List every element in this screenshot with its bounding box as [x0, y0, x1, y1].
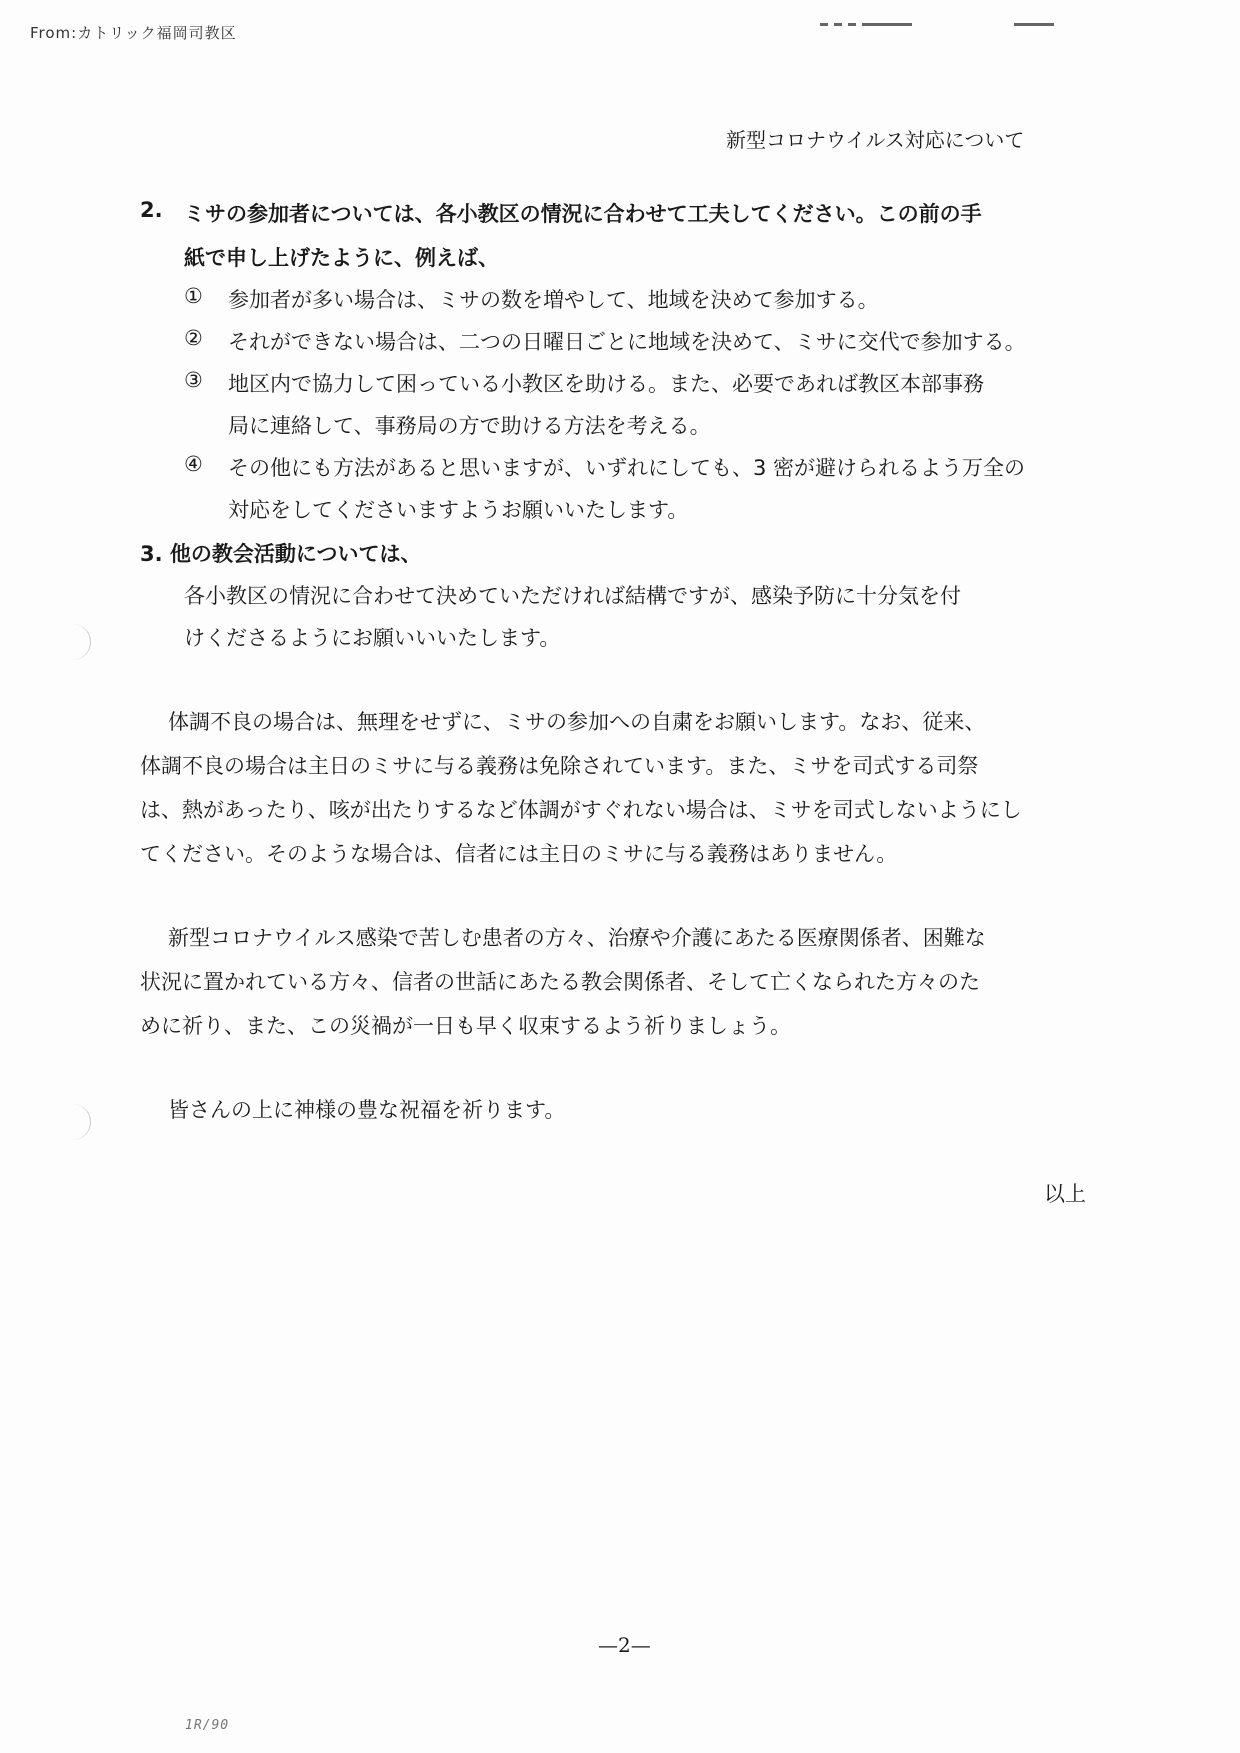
- closing-text: 以上: [1044, 1182, 1086, 1206]
- item-3-line-2: 局に連絡して、事務局の方で助ける方法を考える。: [228, 414, 711, 438]
- paragraph-2-line-1: 新型コロナウイルス感染で苦しむ患者の方々、治療や介護にあたる医療関係者、困難な: [168, 926, 986, 950]
- paragraph-3: 皆さんの上に神様の豊な祝福を祈ります。: [168, 1098, 566, 1122]
- fax-transmission-marks: [820, 20, 1120, 30]
- paragraph-1-line-4: てください。そのような場合は、信者には主日のミサに与る義務はありません。: [140, 842, 898, 866]
- paragraph-1-line-2: 体調不良の場合は主日のミサに与る義務は免除されています。また、ミサを司式する司祭: [140, 754, 979, 778]
- page-number: —2—: [598, 1633, 651, 1657]
- item-2-marker: ②: [184, 326, 203, 350]
- item-1-line-1: 参加者が多い場合は、ミサの数を増やして、地域を決めて参加する。: [228, 288, 879, 312]
- section-2-number: 2.: [140, 198, 163, 222]
- punch-hole-upper: [70, 624, 91, 660]
- section-3-line-1: 各小教区の情況に合わせて決めていただければ結構ですが、感染予防に十分気を付: [184, 584, 961, 608]
- paragraph-2-line-2: 状況に置かれている方々、信者の世話にあたる教会関係者、そして亡くなられた方々のた: [140, 970, 980, 994]
- fax-sender-header: From:カトリック福岡司教区: [30, 24, 237, 42]
- paragraph-1-line-3: は、熱があったり、咳が出たりするなど体調がすぐれない場合は、ミサを司式しないようにし: [140, 798, 1022, 822]
- item-4-line-1: その他にも方法があると思いますが、いずれにしても、3 密が避けられるよう万全の: [228, 456, 1026, 480]
- section-2-line-1: ミサの参加者については、各小教区の情況に合わせて工夫してください。この前の手: [184, 202, 982, 226]
- paragraph-1-line-1: 体調不良の場合は、無理をせずに、ミサの参加への自粛をお願いします。なお、従来、: [168, 710, 986, 734]
- item-1-marker: ①: [184, 284, 203, 308]
- item-4-marker: ④: [184, 452, 203, 476]
- paragraph-2-line-3: めに祈り、また、この災禍が一日も早く収束するよう祈りましょう。: [140, 1014, 791, 1038]
- section-3-heading: 3. 他の教会活動については、: [140, 542, 422, 566]
- section-2-line-2: 紙で申し上げたように、例えば、: [184, 246, 499, 270]
- item-4-line-2: 対応をしてくださいますようお願いいたします。: [228, 498, 689, 522]
- item-3-marker: ③: [184, 368, 203, 392]
- punch-hole-lower: [70, 1104, 91, 1140]
- fax-footer: 1R/90: [185, 1718, 230, 1733]
- item-3-line-1: 地区内で協力して困っている小教区を助ける。また、必要であれば教区本部事務: [228, 372, 984, 396]
- item-2-line-1: それができない場合は、二つの日曜日ごとに地域を決めて、ミサに交代で参加する。: [228, 330, 1026, 354]
- document-title: 新型コロナウイルス対応について: [726, 128, 1025, 152]
- section-3-line-2: けくださるようにお願いいいたします。: [184, 626, 561, 650]
